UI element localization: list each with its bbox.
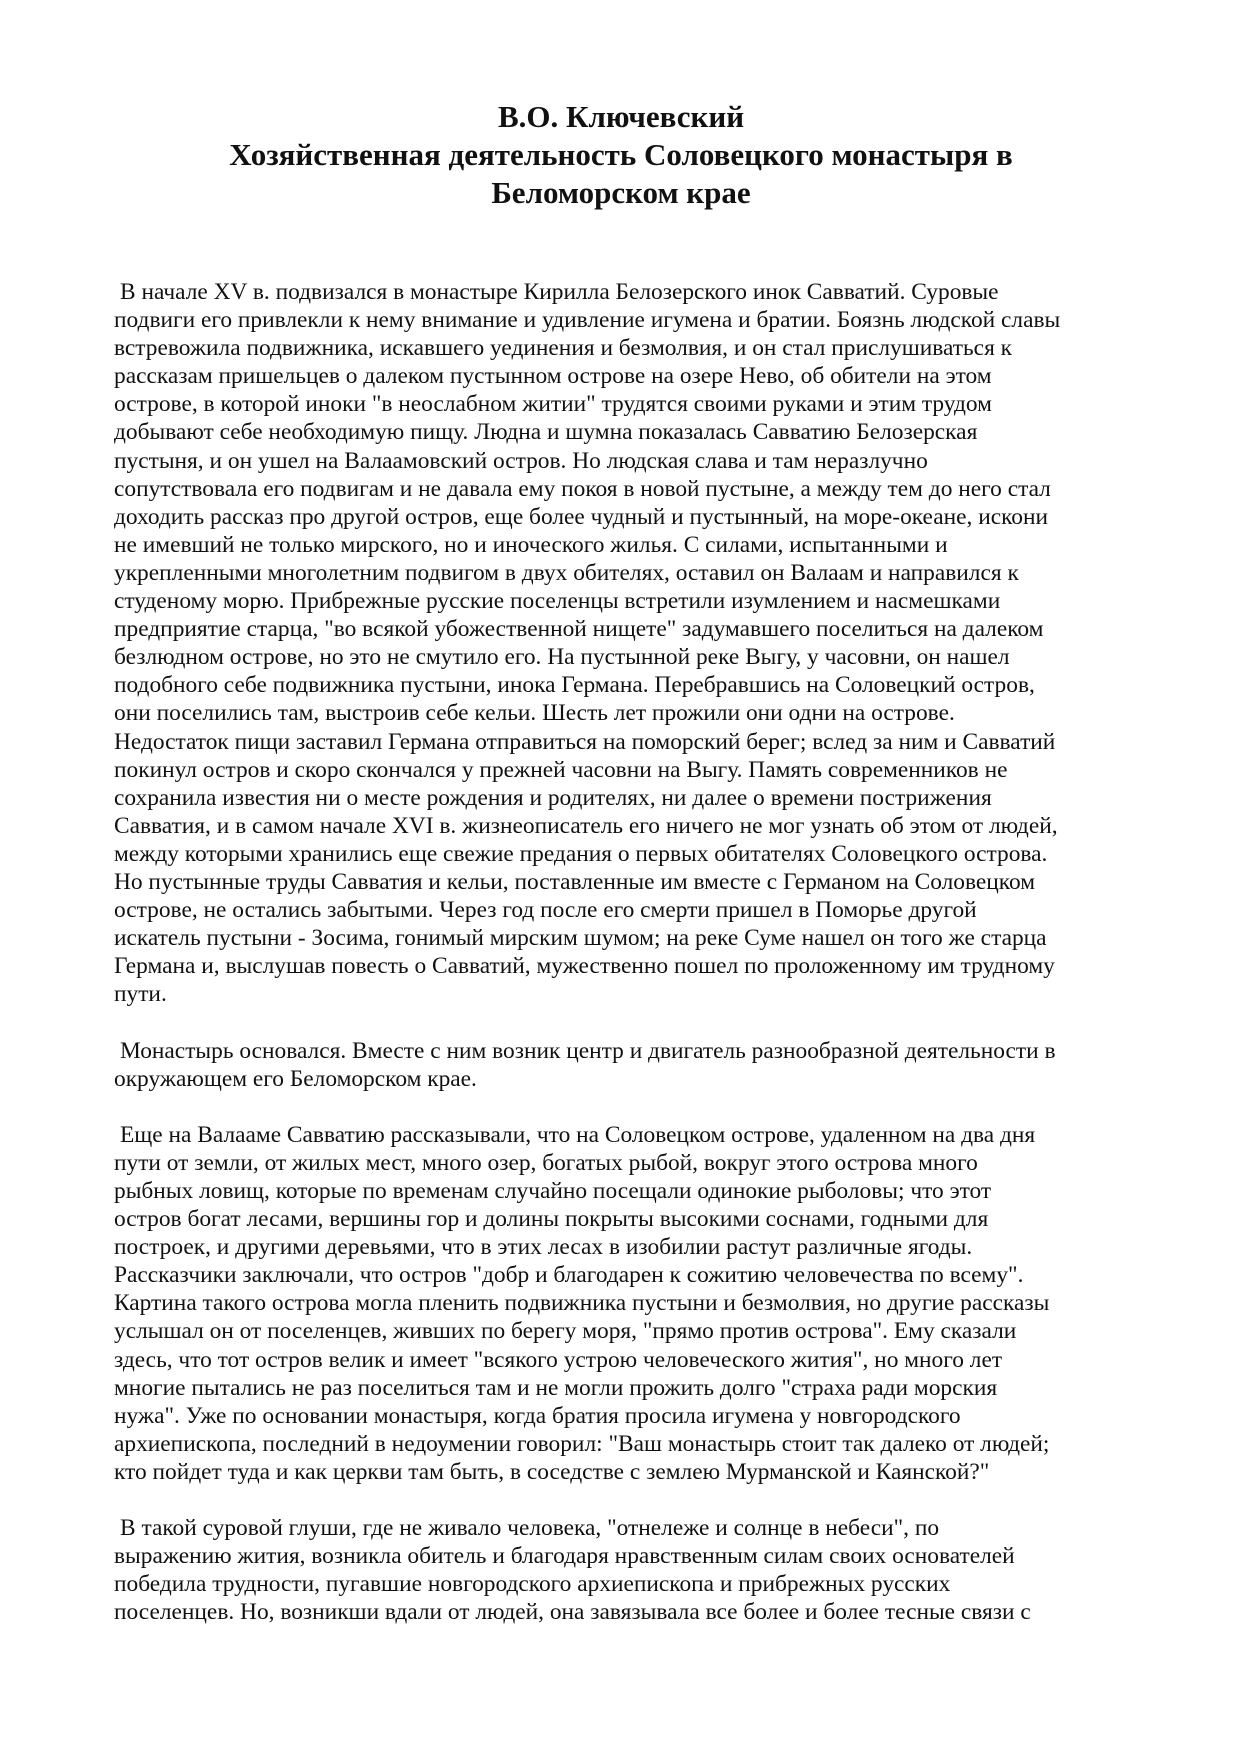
text-line: построек, и другими деревьями, что в этих лесах в изобилии растут различные ягоды. xyxy=(114,1234,973,1261)
paragraph-2 xyxy=(114,1037,1144,1093)
text-line: Монастырь основался. Вместе с ним возник центр и двигатель разнообразной деятельности в xyxy=(120,1037,1056,1064)
paragraph-4 xyxy=(114,1514,1144,1626)
title-main: Хозяйственная деятельность Соловецкого монастыря в xyxy=(229,137,1013,172)
text-line: Рассказчики заключали, что остров "добр и благодарен к сожитию человечества по всему". xyxy=(114,1262,1024,1289)
text-line: здесь, что тот остров велик и имеет "всякого устрою человеческого жития", но много лет xyxy=(114,1346,1003,1373)
text-line: пути от земли, от жилых мест, много озер, богатых рыбой, вокруг этого острова много xyxy=(114,1149,978,1176)
text-line: многие пытались не раз поселиться там и не могли прожить долго "страха ради морския xyxy=(114,1374,998,1401)
text-line: острове, в которой иноки "в неослабном житии" трудятся своими руками и этим трудом xyxy=(114,391,992,418)
text-line: выражению жития, возникла обитель и благодаря нравственным силам своих основателей xyxy=(114,1543,1015,1570)
text-line: укрепленными многолетним подвигом в двух обителях, оставил он Валаам и направился к xyxy=(114,559,1019,586)
text-line: Германа и, выслушав повесть о Савватий, мужественно пошел по проложенному им трудному xyxy=(114,953,1055,980)
text-line: В начале XV в. подвизался в монастыре Кирилла Белозерского инок Савватий. Суровые xyxy=(120,279,999,305)
text-line: предприятие старца, "во всякой убожественной нищете" задумавшего поселиться на далеком xyxy=(114,616,1044,643)
paragraph-1 xyxy=(114,278,1144,1008)
text-line: Недостаток пищи заставил Германа отправиться на поморский берег; вслед за ним и Савватий xyxy=(114,728,1056,755)
text-line: искатель пустыни - Зосима, гонимый мирским шумом; на реке Суме нашел он того же старца xyxy=(114,925,1047,952)
text-line: услышал он от поселенцев, живших по берегу моря, "прямо против острова". Ему сказали xyxy=(114,1318,1017,1345)
text-line: они поселились там, выстроив себе кельи. Шесть лет прожили они одни на острове. xyxy=(114,700,955,727)
text-line: рассказам пришельцев о далеком пустынном острове на озере Нево, об обители на этом xyxy=(114,363,992,390)
text-line: доходить рассказ про другой остров, еще более чудный и пустынный, на море-океане, искони xyxy=(114,503,1049,530)
title-main-continued: Беломорском крае xyxy=(491,175,751,210)
document-title xyxy=(0,98,1242,212)
text-line: подвиги его привлекли к нему внимание и удивление игумена и братии. Боязнь людской славы xyxy=(114,307,1061,334)
paragraph-3 xyxy=(114,1121,1144,1486)
text-line: сохранила известия ни о месте рождения и родителях, ни далее о времени пострижения xyxy=(114,784,992,811)
text-line: встревожила подвижника, искавшего уединения и безмолвия, и он стал прислушиваться к xyxy=(114,335,1013,362)
text-line: добывают себе необходимую пищу. Людна и шумна показалась Савватию Белозерская xyxy=(114,419,978,446)
text-line: остров богат лесами, вершины гор и долины покрыты высокими соснами, годными для xyxy=(114,1206,989,1233)
text-line: острове, не остались забытыми. Через год после его смерти пришел в Поморье другой xyxy=(114,897,977,924)
text-line: подобного себе подвижника пустыни, инока Германа. Перебравшись на Соловецкий остров, xyxy=(114,672,1035,699)
text-line: рыбных ловищ, которые по временам случайно посещали одинокие рыболовы; что этот xyxy=(114,1178,992,1204)
text-line: окружающем его Беломорском крае. xyxy=(114,1065,477,1092)
text-line: В такой суровой глуши, где не живало человека, "отнележе и солнце в небеси", по xyxy=(120,1515,940,1542)
text-line: безлюдном острове, но это не смутило его. На пустынной реке Выгу, у часовни, он нашел xyxy=(114,644,1010,671)
text-line: студеному морю. Прибрежные русские поселенцы встретили изумлением и насмешками xyxy=(114,588,1001,615)
text-line: Еще на Валааме Савватию рассказывали, что на Соловецком острове, удаленном на два дня xyxy=(120,1121,1036,1148)
text-line: не имевший не только мирского, но и иноческого жилья. С силами, испытанными и xyxy=(114,531,948,558)
text-line: нужа". Уже по основании монастыря, когда братия просила игумена у новгородского xyxy=(114,1402,961,1429)
text-line: пути. xyxy=(114,981,167,1008)
text-line: покинул остров и скоро скончался у прежней часовни на Выгу. Память современников не xyxy=(114,756,1008,783)
text-line: пустыня, и он ушел на Валаамовский остров. Но людская слава и там неразлучно xyxy=(114,447,928,474)
text-line: кто пойдет туда и как церкви там быть, в соседстве с землею Мурманской и Каянской?" xyxy=(114,1458,990,1485)
text-line: победила трудности, пугавшие новгородского архиепископа и прибрежных русских xyxy=(114,1571,951,1598)
text-line: Но пустынные труды Савватия и кельи, поставленные им вместе с Германом на Соловецком xyxy=(114,868,1036,895)
text-line: поселенцев. Но, возникши вдали от людей, она завязывала все более и более тесные связи с xyxy=(114,1599,1031,1626)
text-line: Картина такого острова могла пленить подвижника пустыни и безмолвия, но другие рассказы xyxy=(114,1290,1050,1317)
title-author: В.О. Ключевский xyxy=(497,99,745,134)
text-line: сопутствовала его подвигам и не давала ему покоя в новой пустыне, а между тем до него стал xyxy=(114,475,1051,502)
text-line: архиепископа, последний в недоумении говорил: "Ваш монастырь стоит так далеко от людей; xyxy=(114,1430,1050,1457)
text-line: Савватия, и в самом начале XVI в. жизнеописатель его ничего не мог узнать об этом от людей, xyxy=(114,812,1058,839)
document-body xyxy=(114,278,1144,1655)
text-line: между которыми хранились еще свежие предания о первых обитателях Соловецкого острова. xyxy=(114,840,1048,867)
